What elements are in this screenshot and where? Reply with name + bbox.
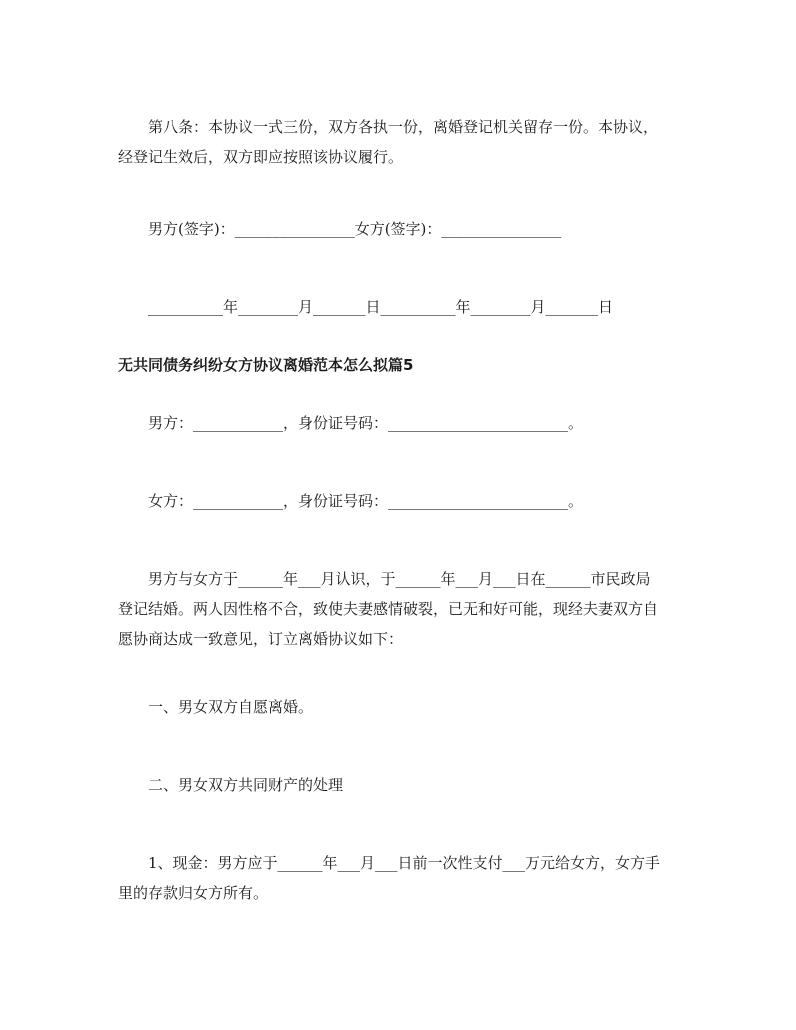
- article-8-line-1: 第八条：本协议一式三份，双方各执一份，离婚登记机关留存一份。本协议，: [148, 118, 659, 136]
- male-info-line: 男方：____________，身份证号码：________________________。: [148, 414, 584, 432]
- intro-line-2: 登记结婚。两人因性格不合，致使夫妻感情破裂，已无和好可能，现经夫妻双方自: [118, 600, 659, 618]
- section-title: 无共同债务纠纷女方协议离婚范本怎么拟篇5: [118, 356, 414, 374]
- date-line: __________年________月_______日__________年________月_______日: [148, 298, 614, 316]
- clause-2: 二、男女双方共同财产的处理: [148, 776, 344, 794]
- cash-line-1: 1、现金：男方应于______年___月___日前一次性支付___万元给女方，女方手: [148, 854, 661, 872]
- intro-line-3: 愿协商达成一致意见，订立离婚协议如下：: [118, 630, 404, 648]
- female-info-line: 女方：____________，身份证号码：________________________。: [148, 492, 584, 510]
- clause-1: 一、男女双方自愿离婚。: [148, 698, 314, 716]
- article-8-line-2: 经登记生效后，双方即应按照该协议履行。: [118, 148, 404, 166]
- cash-line-2: 里的存款归女方所有。: [118, 884, 269, 902]
- signature-line: 男方(签字)：________________女方(签字)：________________: [148, 220, 562, 238]
- intro-line-1: 男方与女方于______年___月认识，于______年___月___日在______市民政局: [148, 570, 651, 588]
